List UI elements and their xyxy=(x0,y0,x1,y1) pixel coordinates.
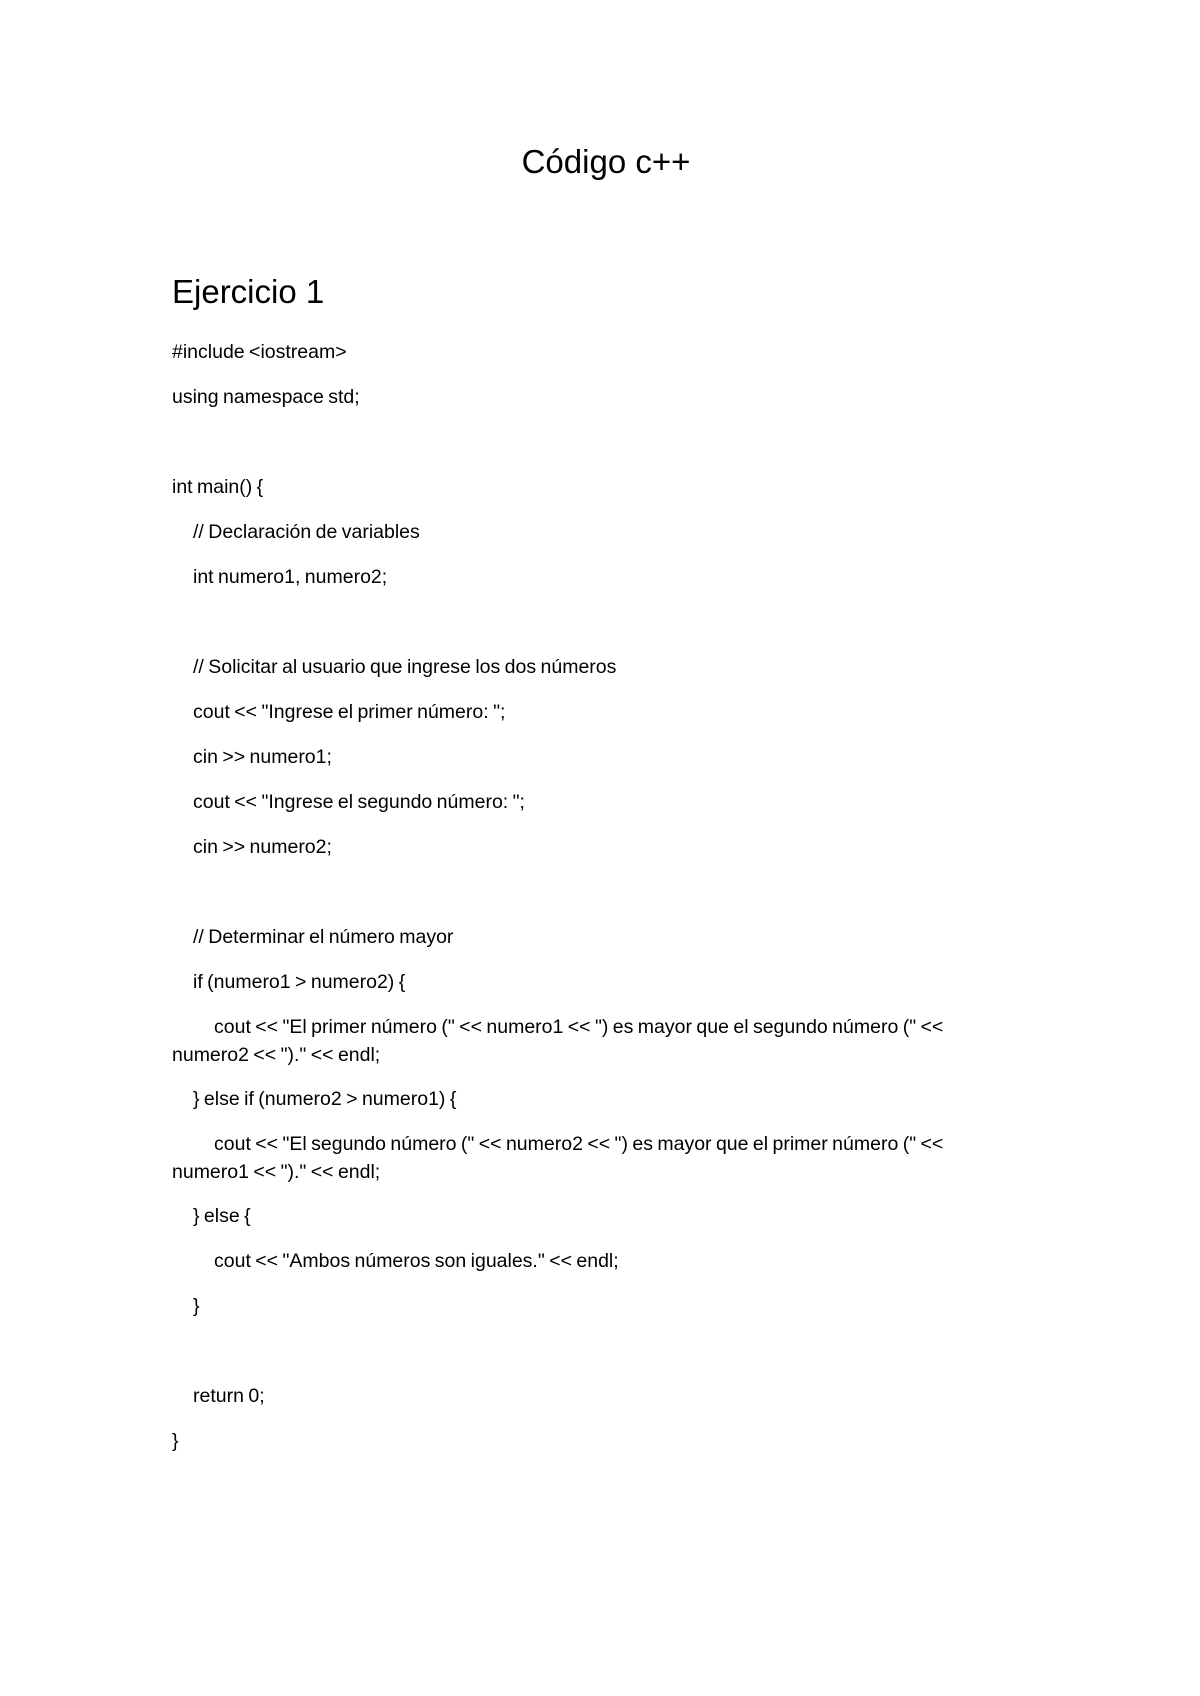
code-line-comment: // Determinar el número mayor xyxy=(193,926,454,948)
code-line-main: int main() { xyxy=(172,476,264,498)
code-line-else-if: } else if (numero2 > numero1) { xyxy=(193,1088,457,1110)
code-line-statement: cout << "Ingrese el primer número: "; xyxy=(193,701,506,723)
code-line-declaration: int numero1, numero2; xyxy=(193,566,388,588)
document-title: Código c++ xyxy=(521,143,691,180)
code-line-return: return 0; xyxy=(193,1385,265,1407)
code-line-comment: // Declaración de variables xyxy=(193,521,420,543)
code-line-if: if (numero1 > numero2) { xyxy=(193,971,406,993)
code-line-statement: cout << "El segundo número (" << numero2 << ") es mayor que el primer número (" << numero1 << ")." << endl; xyxy=(172,1133,948,1183)
code-line-statement: cout << "El primer número (" << numero1 << ") es mayor que el segundo número (" << numero2 << ")." << endl; xyxy=(172,1016,948,1066)
code-line-closing-brace: } xyxy=(193,1295,200,1317)
code-line-namespace: using namespace std; xyxy=(172,386,360,408)
code-line-else: } else { xyxy=(193,1205,251,1227)
section-heading: Ejercicio 1 xyxy=(172,273,325,310)
code-line-include: #include <iostream> xyxy=(172,341,347,363)
code-line-statement: cout << "Ingrese el segundo número: "; xyxy=(193,791,525,813)
code-line-closing-brace: } xyxy=(172,1430,179,1452)
code-line-statement: cin >> numero2; xyxy=(193,836,332,858)
code-line-statement: cout << "Ambos números son iguales." << endl; xyxy=(214,1250,619,1272)
code-line-statement: cin >> numero1; xyxy=(193,746,332,768)
code-line-comment: // Solicitar al usuario que ingrese los dos números xyxy=(193,656,617,678)
